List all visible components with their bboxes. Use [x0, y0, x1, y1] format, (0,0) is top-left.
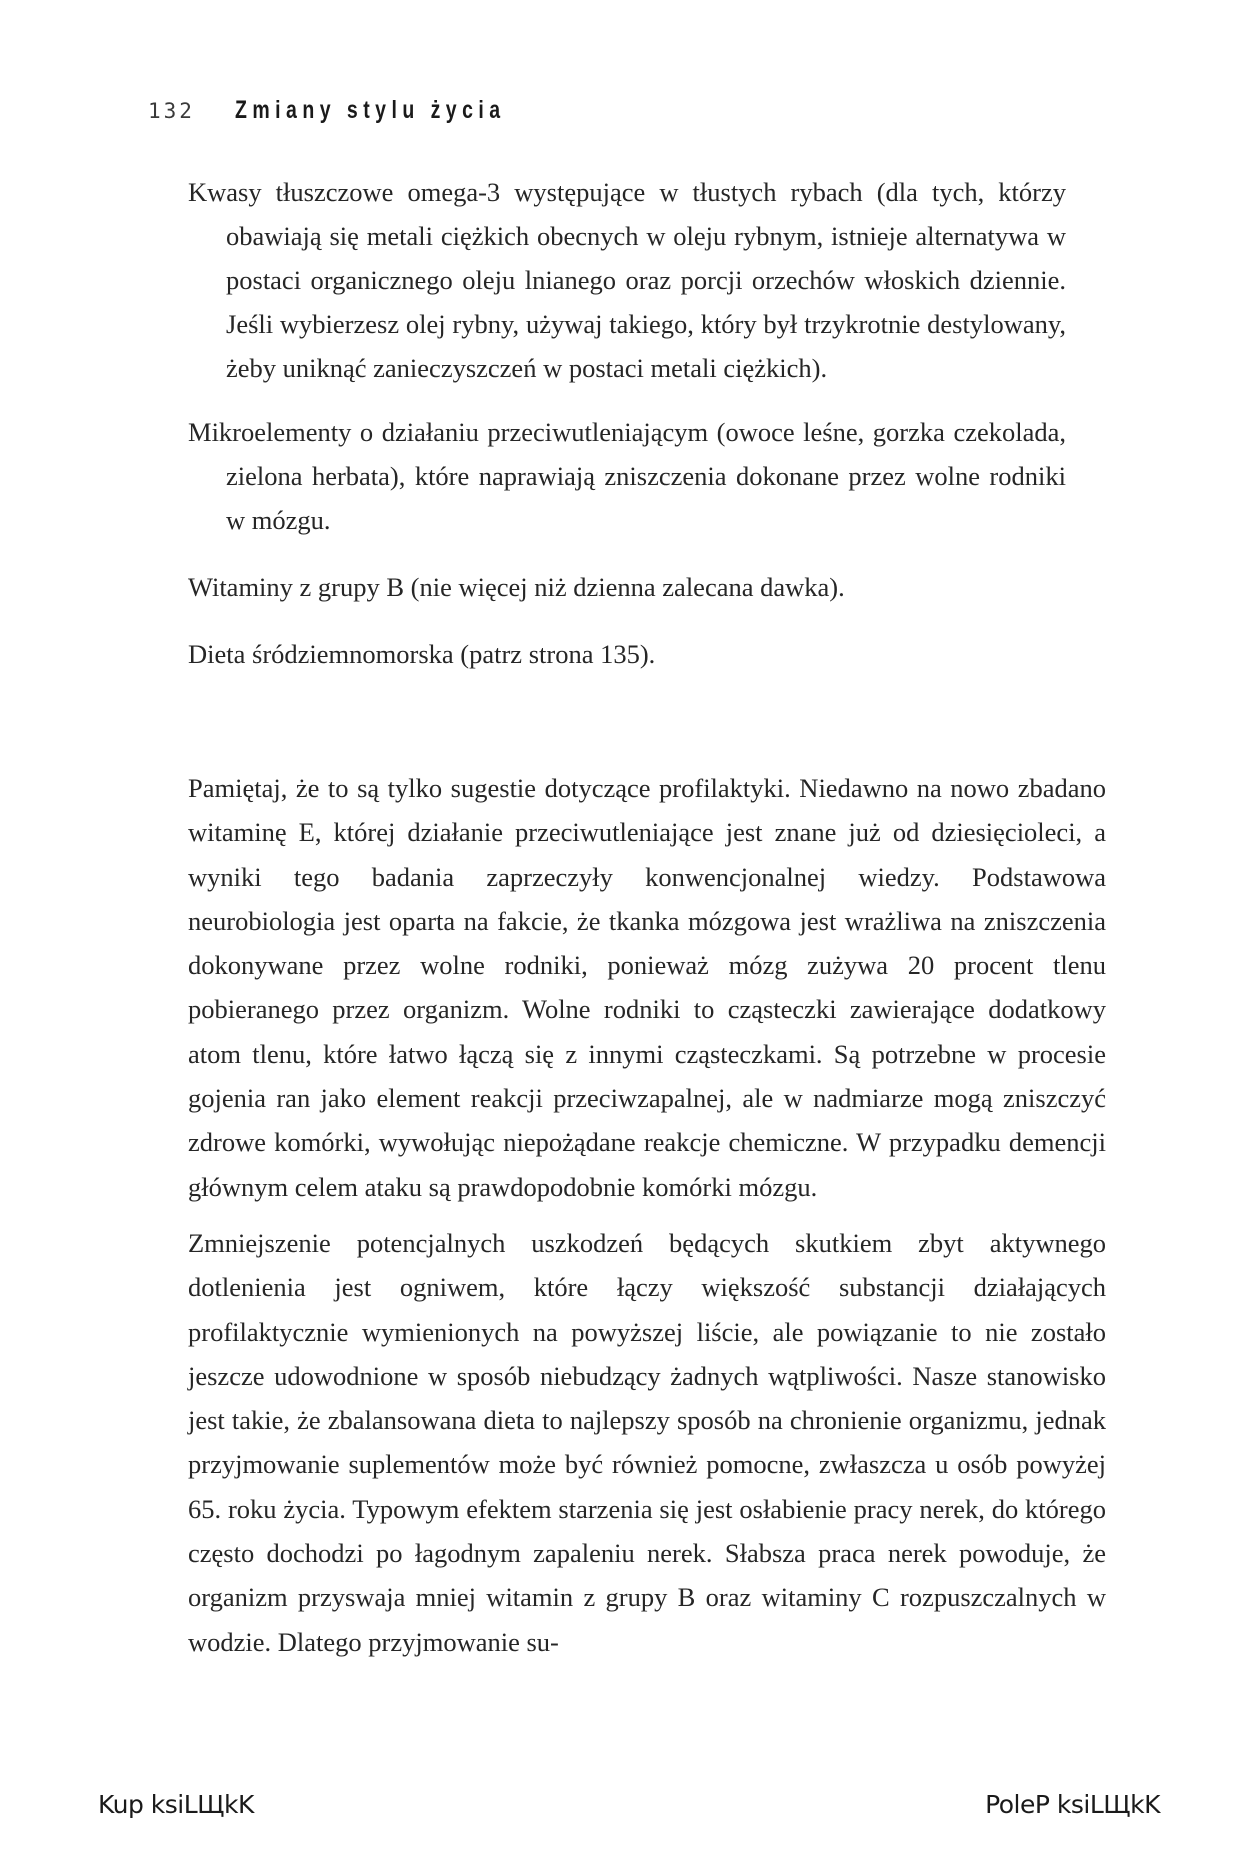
recommend-book-link[interactable]: PoleP ksiLЩkK	[985, 1790, 1160, 1819]
supplement-list	[188, 170, 1066, 676]
buy-book-link[interactable]: Kup ksiLЩkK	[98, 1790, 254, 1819]
list-item-vitamin-b: Witaminy z grupy B (nie więcej niż dzienna zalecana dawka).	[188, 572, 845, 602]
page-number: 132	[148, 99, 195, 123]
paragraph-1: Pamiętaj, że to są tylko sugestie dotyczące profilaktyki. Niedawno na nowo zbadano witaminę E, której działanie przeciwutleniające jest znane już od dziesięcioleci, a wyniki tego badania zaprzeczyły konwencjonalnej wiedzy. Podstawowa neurobiologia jest oparta na fakcie, że tkanka mózgowa jest wrażliwa na zniszczenia dokonywane przez wolne rodniki, ponieważ mózg zużywa 20 procent tlenu pobieranego przez organizm. Wolne rodniki to cząsteczki zawierające dodatkowy atom tlenu, które łatwo łączą się z innymi cząsteczkami. Są potrzebne w procesie gojenia ran jako element reakcji przeciwzapalnej, ale w nadmiarze mogą zniszczyć zdrowe komórki, wywołując niepożądane reakcje chemiczne. W przypadku demencji głównym celem ataku są prawdopodobnie komórki mózgu.	[188, 773, 1106, 1202]
running-head	[148, 96, 582, 130]
chapter-title: Zmiany stylu życia	[234, 96, 506, 124]
body-text	[188, 766, 1106, 1664]
paragraph-2: Zmniejszenie potencjalnych uszkodzeń będących skutkiem zbyt aktywnego dotlenienia jest ogniwem, które łączy większość substancji działających profilaktycznie wymienionych na powyższej liście, ale powiązanie to nie zostało jeszcze udowodnione w sposób niebudzący żadnych wątpliwości. Nasze stanowisko jest takie, że zbalansowana dieta to najlepszy sposób na chronienie organizmu, jednak przyjmowanie suplementów może być również pomocne, zwłaszcza u osób powyżej 65. roku życia. Typowym efektem starzenia się jest osłabienie pracy nerek, do którego często dochodzi po łagodnym zapaleniu nerek. Słabsza praca nerek powoduje, że organizm przyswaja mniej witamin z grupy B oraz witaminy C rozpuszczalnych w wodzie. Dlatego przyjmowanie su-	[188, 1227, 1106, 1657]
list-item-omega3: Kwasy tłuszczowe omega-3 występujące w tłustych rybach (dla tych, którzy obawiają się metali ciężkich obecnych w oleju rybnym, istnieje alternatywa w postaci organicznego oleju lnianego oraz porcji orzechów włoskich dziennie. Jeśli wybierzesz olej rybny, używaj takiego, który był trzykrotnie destylowany, żeby uniknąć zanieczyszczeń w postaci metali ciężkich).	[188, 177, 1066, 383]
list-item-antioxidants: Mikroelementy o działaniu przeciwutleniającym (owoce leśne, gorzka czekolada, zielona herbata), które naprawiają zniszczenia dokonane przez wolne rodniki w mózgu.	[188, 417, 1066, 535]
list-item-mediterranean-diet: Dieta śródziemnomorska (patrz strona 135).	[188, 639, 656, 669]
